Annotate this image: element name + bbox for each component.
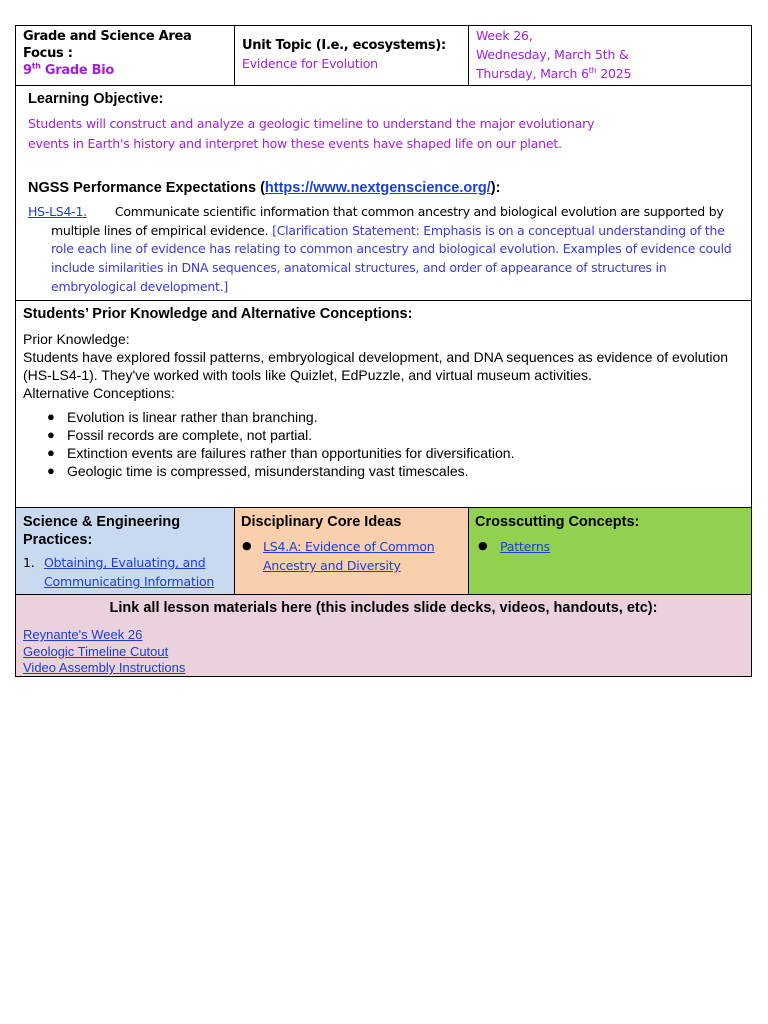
materials-link-timeline[interactable]: Geologic Timeline Cutout	[23, 643, 169, 659]
misconception-list	[23, 408, 744, 480]
week-line-2: Wednesday, March 5th &	[476, 47, 629, 62]
list-item: ● Evolution is linear rather than branching.	[47, 408, 744, 426]
materials-cell	[16, 595, 752, 677]
crosscutting-heading: Crosscutting Concepts:	[475, 514, 640, 530]
list-item: ● Geologic time is compressed, misunderstanding vast timescales.	[47, 462, 744, 480]
materials-row	[16, 595, 752, 677]
grade-cell	[16, 26, 235, 86]
ngss-standard-code-link[interactable]: HS-LS4-1.	[28, 204, 87, 219]
unit-topic-label: Unit Topic (I.e., ecosystems):	[242, 38, 446, 53]
ngss-link[interactable]: https://www.nextgenscience.org/	[264, 180, 491, 196]
lesson-plan-document	[15, 25, 751, 677]
prior-knowledge-text: Students have explored fossil patterns, embryological development, and DNA sequences as evidence of evolution (HS-LS4-1). They've worked with tools like Quizlet, EdPuzzle, and virtual museum activities.	[23, 349, 729, 383]
practices-item	[23, 553, 227, 591]
prior-knowledge-row	[16, 301, 752, 508]
learning-objective-heading: Learning Objective:	[28, 91, 164, 107]
bullet-icon: ●	[242, 539, 252, 552]
unit-topic-value: Evidence for Evolution	[242, 56, 378, 71]
prior-knowledge-cell	[16, 301, 752, 508]
learning-objective-text: Students will construct and analyze a geologic timeline to understand the major evolutionary events in Earth's history and interpret how these events have shaped life on our planet.	[28, 116, 595, 151]
crosscutting-cell	[469, 508, 752, 595]
header-row	[16, 26, 752, 86]
practices-cell	[16, 508, 235, 595]
ngss-standard-text: Communicate scientific information that common ancestry and biological evolution are supported by multiple lines of empirical evidence.	[51, 204, 724, 238]
crosscutting-item-link[interactable]: Patterns	[500, 539, 550, 554]
three-dimensions-row	[16, 508, 752, 595]
materials-link-video[interactable]: Video Assembly Instructions	[23, 660, 186, 675]
week-cell	[469, 26, 752, 86]
list-item: ● Extinction events are failures rather than opportunities for diversification.	[47, 444, 744, 462]
ngss-heading: NGSS Performance Expectations (https://www.nextgenscience.org/):	[28, 180, 501, 196]
list-item: ● Fossil records are complete, not partial.	[47, 426, 744, 444]
core-ideas-heading: Disciplinary Core Ideas	[241, 514, 402, 530]
objective-row	[16, 86, 752, 301]
practices-item-link[interactable]: Obtaining, Evaluating, and Communicating Information	[44, 555, 215, 589]
grade-value: 9th Grade Bio	[23, 61, 114, 78]
bullet-icon: ●	[478, 539, 488, 552]
ngss-clarification: [Clarification Statement: Emphasis is on a conceptual understanding of the role each line of evidence has relating to common ancestry and biological evolution. Examples of evidence could include similarities in DNA sequences, anatomical structures, and order of appearance of structures in embryological development.]	[51, 222, 732, 294]
core-ideas-item	[241, 537, 462, 575]
ngss-standard	[28, 203, 739, 297]
prior-knowledge-heading: Students’ Prior Knowledge and Alternative Conceptions:	[23, 306, 413, 322]
materials-link-list	[23, 627, 744, 677]
objective-cell	[16, 86, 752, 301]
week-line-3: Thursday, March 6th 2025	[476, 65, 632, 81]
unit-topic-cell	[235, 26, 469, 86]
grade-label: Grade and Science Area Focus :	[23, 29, 192, 61]
week-line-1: Week 26,	[476, 28, 533, 43]
prior-knowledge-label: Prior Knowledge:	[23, 331, 130, 347]
materials-heading: Link all lesson materials here (this includes slide decks, videos, handouts, etc):	[109, 600, 658, 616]
core-ideas-item-link[interactable]: LS4.A: Evidence of Common Ancestry and Diversity	[263, 539, 435, 573]
practices-item-number: 1.	[23, 555, 35, 570]
practices-heading: Science & Engineering Practices:	[23, 514, 181, 548]
materials-link-week[interactable]: Reynante's Week 26	[23, 627, 143, 642]
core-ideas-cell	[235, 508, 469, 595]
lesson-plan-table	[15, 25, 752, 677]
alternative-conceptions-label: Alternative Conceptions:	[23, 385, 175, 401]
crosscutting-item	[475, 537, 745, 556]
